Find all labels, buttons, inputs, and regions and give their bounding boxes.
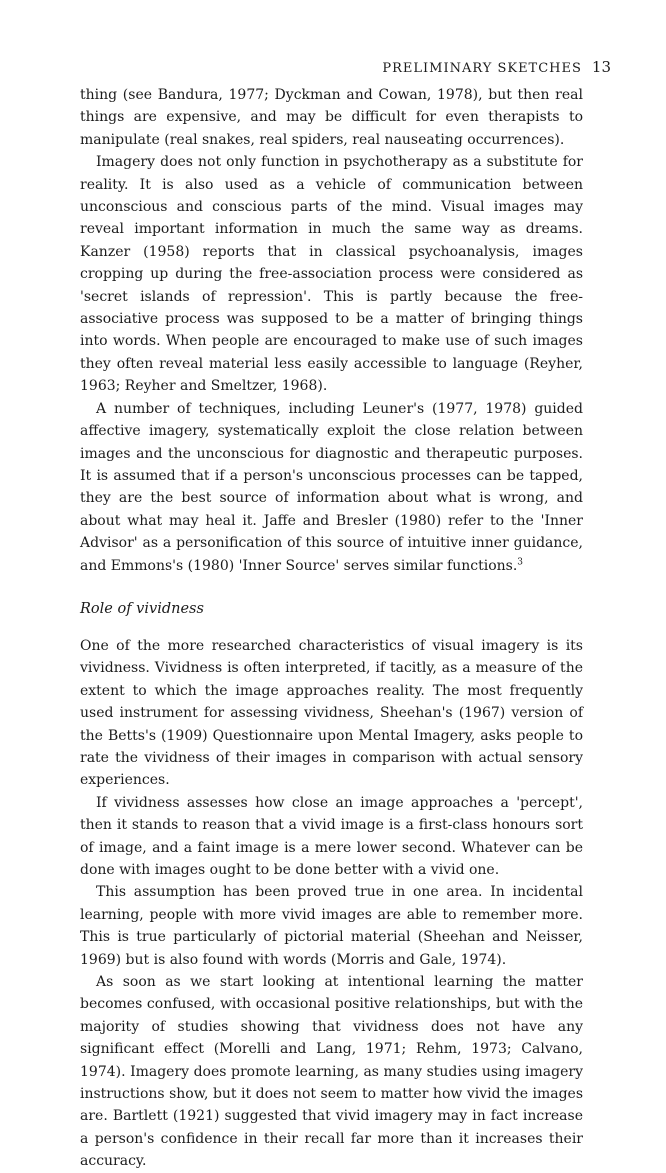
footnote-marker: 3 <box>517 556 524 567</box>
paragraph: Imagery does not only function in psychotherapy as a substitute for reality. It is also used as a vehicle of communication between unconscious and conscious parts of the mind. Visual images may reveal important information in much the same way as dreams. Kanzer (1958) reports that in classical psychoanalysis, images cropping up during the free-association process were considered as 'secret islands of repression'. This is partly because the free-associative process was supposed to be a matter of bringing things into words. When people are encouraged to make use of such images they often reveal material less easily accessible to language (Reyher, 1963; Reyher and Smeltzer, 1968). <box>80 154 583 395</box>
paragraph: This assumption has been proved true in one area. In incidental learning, people with more vivid images are able to remember more. This is true particularly of pictorial material (Sheehan and Neisser, 1969) but is also found with words (Morris and Gale, 1974). <box>80 884 583 968</box>
paragraph: As soon as we start looking at intentional learning the matter becomes confused, with occasional positive relationships, but with the majority of studies showing that vividness does not have any significant effect (Morelli and Lang, 1971; Rehm, 1973; Calvano, 1974). Imagery does promote learning, as many studies using imagery instructions show, but it does not seem to matter how vivid the images are. Bartlett (1921) suggested that vivid imagery may in fact increase a person's confidence in their recall far more than it increases their accuracy. <box>80 974 583 1170</box>
running-title: PRELIMINARY SKETCHES <box>382 61 582 76</box>
paragraph-with-footnote <box>80 398 583 577</box>
section-heading: Role of vividness <box>80 600 204 617</box>
running-head <box>80 59 611 77</box>
page-number: 13 <box>591 58 611 76</box>
paragraph-continued: thing (see Bandura, 1977; Dyckman and Cowan, 1978), but then real things are expensive, and may be difficult for even therapists to manipulate (real snakes, real spiders, real nauseating occurrences). <box>80 87 583 148</box>
paragraph-text: A number of techniques, including Leuner's (1977, 1978) guided affective imagery, systematically exploit the close relation between images and the unconscious for diagnostic and therapeutic purposes. It is assumed that if a person's unconscious processes can be tapped, they are the best source of information about what is wrong, and about what may heal it. Jaffe and Bresler (1980) refer to the 'Inner Advisor' as a personification of this source of intuitive inner guidance, and Emmons's (1980) 'Inner Source' serves similar functions. <box>80 400 583 574</box>
body-text <box>80 84 583 1173</box>
paragraph: If vividness assesses how close an image approaches a 'percept', then it stands to reason that a vivid image is a first-class honours sort of image, and a faint image is a mere lower second. Whatever can be done with images ought to be done better with a vivid one. <box>80 794 583 878</box>
paragraph: One of the more researched characteristics of visual imagery is its vividness. Vividness is often interpreted, if tacitly, as a measure of the extent to which the image approaches reality. The most frequently used instrument for assessing vividness, Sheehan's (1967) version of the Betts's (1909) Questionnaire upon Mental Imagery, asks people to rate the vividness of their images in comparison with actual sensory experiences. <box>80 637 583 789</box>
